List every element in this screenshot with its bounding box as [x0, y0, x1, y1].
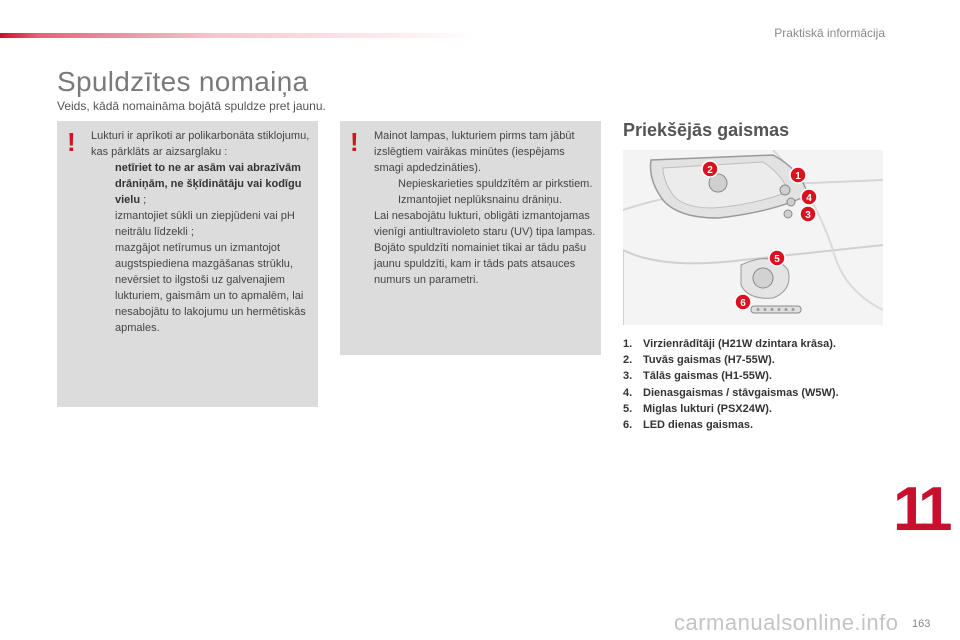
item-label: Virzienrādītāji (H21W dzintara krāsa). [643, 338, 836, 350]
list-item [91, 208, 313, 240]
callout-6 [735, 294, 751, 310]
front-lights-heading: Priekšējās gaismas [623, 120, 790, 140]
warning-intro: Lukturi ir aprīkoti ar polikarbonāta stiklojumu, kas pārklāts ar aizsarglaku : [91, 130, 310, 158]
page-title: Spuldzītes nomaiņa [57, 66, 309, 97]
warning-list [91, 160, 313, 336]
list-item [623, 385, 839, 401]
warning-text [91, 128, 313, 336]
list-item [623, 336, 839, 352]
callout-label: 1 [795, 171, 801, 182]
item-number: 5. [623, 402, 633, 415]
callout-label: 3 [805, 210, 811, 221]
instruction-text: mazgājot netīrumus un izmantojot augstspiediena mazgāšanas strūklu, nevērsiet to ilgstoši uz galvenajiem lukturiem, gaismām un to apmalēm, lai nesabojātu to lakojumu un hermētiskās apmales. [115, 242, 306, 334]
item-label: Tālās gaismas (H1-55W). [643, 370, 772, 383]
page-number: 163 [912, 618, 931, 630]
instruction-text: Nepieskarieties spuldzītēm ar pirkstiem. Izmantojiet neplūksnainu drāniņu. [398, 178, 593, 206]
list-item [623, 417, 839, 433]
item-label: Dienasgaismas / stāvgaismas (W5W). [643, 386, 839, 399]
warning-exclamation-icon: ! [67, 127, 76, 157]
item-number: 4. [623, 386, 633, 399]
list-item [623, 368, 839, 384]
warning-box-bulb-change [340, 121, 601, 355]
warning-paragraph: Bojāto spuldzīti nomainiet tikai ar tādu pašu jaunu spuldzīti, kam ir tāds pats atsauces numurs un parametri. [374, 242, 587, 286]
section-title: Praktiskā informācija [774, 26, 885, 40]
bold-instruction: netīriet to ne ar asām vai abrazīvām drāniņām, ne šķīdinātāju vai kodīgu vielu [115, 162, 302, 206]
header-accent-bar [0, 33, 480, 38]
page-subtitle: Veids, kādā nomaināma bojātā spuldze pret jaunu. [57, 99, 326, 113]
watermark: carmanualsonline.info [674, 610, 899, 635]
list-item [623, 352, 839, 368]
callout-2 [702, 161, 718, 177]
item-label: Miglas lukturi (PSX24W). [643, 402, 772, 415]
warning-list [374, 176, 596, 208]
item-label: Tuvās gaismas (H7-55W). [643, 354, 775, 367]
callout-5 [769, 250, 785, 266]
item-number: 2. [623, 354, 633, 367]
instruction-text: izmantojiet sūkli un ziepjūdeni vai pH neitrālu līdzekli ; [115, 210, 295, 238]
list-item [623, 401, 839, 417]
callout-3 [800, 206, 816, 222]
front-lights-illustration [623, 150, 883, 325]
callout-label: 2 [707, 165, 713, 176]
item-number: 3. [623, 370, 633, 383]
callout-label: 4 [806, 193, 812, 204]
warning-text [374, 128, 596, 288]
callout-label: 5 [774, 254, 780, 265]
list-item [374, 176, 596, 208]
item-number: 1. [623, 338, 633, 350]
bulb-list [623, 336, 839, 433]
item-number: 6. [623, 419, 633, 432]
warning-box-polycarbonate [57, 121, 318, 407]
callout-label: 6 [740, 298, 746, 309]
warning-paragraph: Lai nesabojātu lukturi, obligāti izmantojamas vienīgi antiultravioleto staru (UV) tipa lampas. [374, 210, 596, 238]
list-item [91, 240, 313, 336]
chapter-number: 11 [893, 475, 947, 544]
instruction-suffix: ; [140, 194, 147, 206]
warning-intro: Mainot lampas, lukturiem pirms tam jābūt izslēgtiem vairākas minūtes (iespējams smagi apdedzināties). [374, 130, 575, 174]
warning-exclamation-icon: ! [350, 127, 359, 157]
callout-1 [790, 167, 806, 183]
callout-4 [801, 189, 817, 205]
list-item [91, 160, 313, 208]
item-label: LED dienas gaismas. [643, 419, 754, 432]
